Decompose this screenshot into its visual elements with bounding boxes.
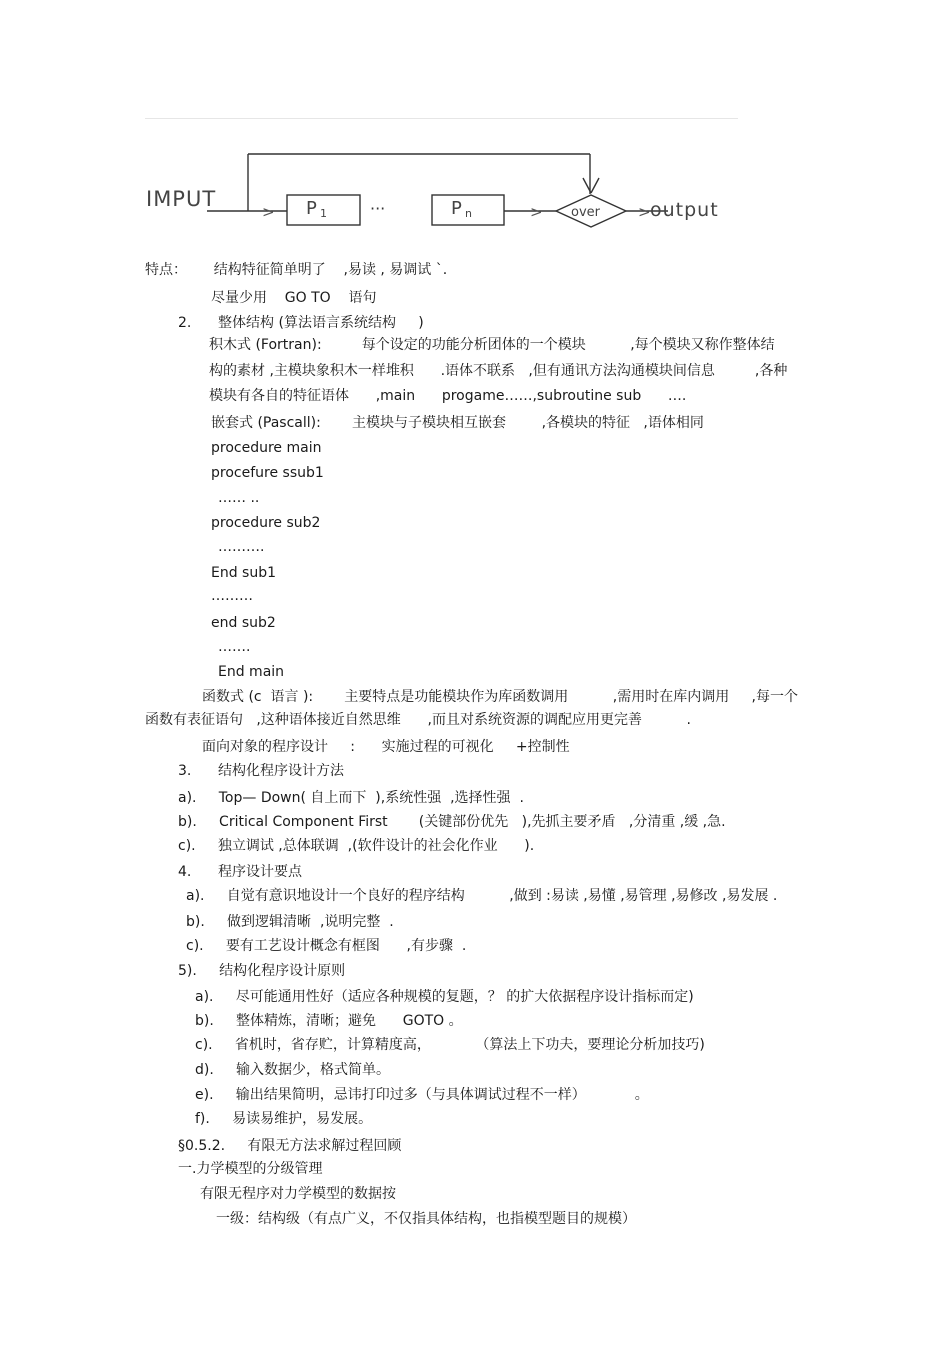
code-line: …… .. xyxy=(218,490,260,506)
output-label: output xyxy=(650,199,719,221)
code-line: procedure main xyxy=(211,440,322,456)
list-item: a). Top— Down( 自上而下 ),系统性强 ,选择性强 . xyxy=(178,790,524,806)
list-item: a). 尽可能通用性好（适应各种规模的复题，？ 的扩大依据程序设计指标而定) xyxy=(195,989,694,1005)
list-item: b). Critical Component First (关键部份优先 ),先抓主要矛盾 ,分清重 ,缓 ,急. xyxy=(178,814,726,830)
arrow-mark-3: > xyxy=(638,203,651,221)
input-label: IMPUT xyxy=(146,187,217,211)
process-sub-n: n xyxy=(465,207,472,220)
arrow-mark-2: > xyxy=(530,203,543,221)
code-line: end sub2 xyxy=(211,615,276,631)
process-sub-1: 1 xyxy=(320,207,327,220)
oop-line: 面向对象的程序设计 : 实施过程的可视化 +控制性 xyxy=(202,739,570,755)
function-line-2: 函数有表征语句 ,这种语体接近自然思维 ,而且对系统资源的调配应用更完善 . xyxy=(145,712,691,728)
code-line: procedure sub2 xyxy=(211,515,321,531)
paragraph-line: 一级：结构级（有点广义，不仅指具体结构，也指模型题目的规模） xyxy=(216,1211,636,1227)
section-2-heading: 2. 整体结构 (算法语言系统结构 ) xyxy=(178,315,424,331)
code-line: ……. xyxy=(218,639,251,655)
code-line: ……… xyxy=(211,588,253,604)
arrow-mark-1: > xyxy=(262,203,275,221)
section-heading-052: §0.5.2. 有限无方法求解过程回顾 xyxy=(178,1138,402,1154)
function-line-1: 函数式 (c 语言 ): 主要特点是功能模块作为库函数调用 ,需用时在库内调用 ,每一个 xyxy=(202,689,798,705)
process-label-1: P xyxy=(306,198,317,219)
fortran-line-2: 构的素材 ,主模块象积木一样堆积 .语体不联系 ,但有通讯方法沟通模块间信息 ,各种 xyxy=(209,363,788,379)
code-line: procefure ssub1 xyxy=(211,465,324,481)
list-item: f). 易读易维护，易发展。 xyxy=(195,1111,373,1127)
structure-flow-diagram xyxy=(0,0,950,240)
section-3-heading: 3. 结构化程序设计方法 xyxy=(178,763,345,779)
code-line: ………. xyxy=(218,539,265,555)
list-item: b). 做到逻辑清晰 ,说明完整 . xyxy=(186,914,394,930)
fortran-line-3: 模块有各自的特征语体 ,main progame……,subroutine sub …. xyxy=(209,388,687,404)
subsection-heading: 一.力学模型的分级管理 xyxy=(178,1161,323,1177)
list-item: b). 整体精炼，清晰；避免 GOTO 。 xyxy=(195,1013,463,1029)
process-label-n: P xyxy=(451,198,462,219)
paragraph-line: 有限无程序对力学模型的数据按 xyxy=(200,1186,396,1202)
section-4-heading: 4. 程序设计要点 xyxy=(178,864,303,880)
list-item: c). 要有工艺设计概念有框图 ,有步骤 . xyxy=(186,938,467,954)
decision-label: over xyxy=(571,205,600,220)
feature-line: 特点： 结构特征简单明了 ,易读 , 易调试 `. xyxy=(145,262,448,278)
ellipsis-dots: ··· xyxy=(370,199,386,218)
list-item: e). 输出结果简明，忌讳打印过多（与具体调试过程不一样） 。 xyxy=(195,1087,649,1103)
goto-line: 尽量少用 GO TO 语句 xyxy=(211,290,377,306)
pascal-line: 嵌套式 (Pascall): 主模块与子模块相互嵌套 ,各模块的特征 ,语体相同 xyxy=(211,415,704,431)
fortran-line-1: 积木式 (Fortran): 每个设定的功能分析团体的一个模块 ,每个模块又称作整体结 xyxy=(209,337,775,353)
code-line: End main xyxy=(218,664,285,680)
list-item: c). 独立调试 ,总体联调 ,(软件设计的社会化作业 ). xyxy=(178,838,535,854)
section-5-heading: 5). 结构化程序设计原则 xyxy=(178,963,346,979)
list-item: d). 输入数据少，格式简单。 xyxy=(195,1062,391,1078)
list-item: a). 自觉有意识地设计一个良好的程序结构 ,做到 :易读 ,易懂 ,易管理 ,易修改 ,易发展 . xyxy=(186,888,778,904)
code-line: End sub1 xyxy=(211,565,277,581)
list-item: c). 省机时，省存贮，计算精度高， （算法上下功夫，要理论分析加技巧) xyxy=(195,1037,705,1053)
